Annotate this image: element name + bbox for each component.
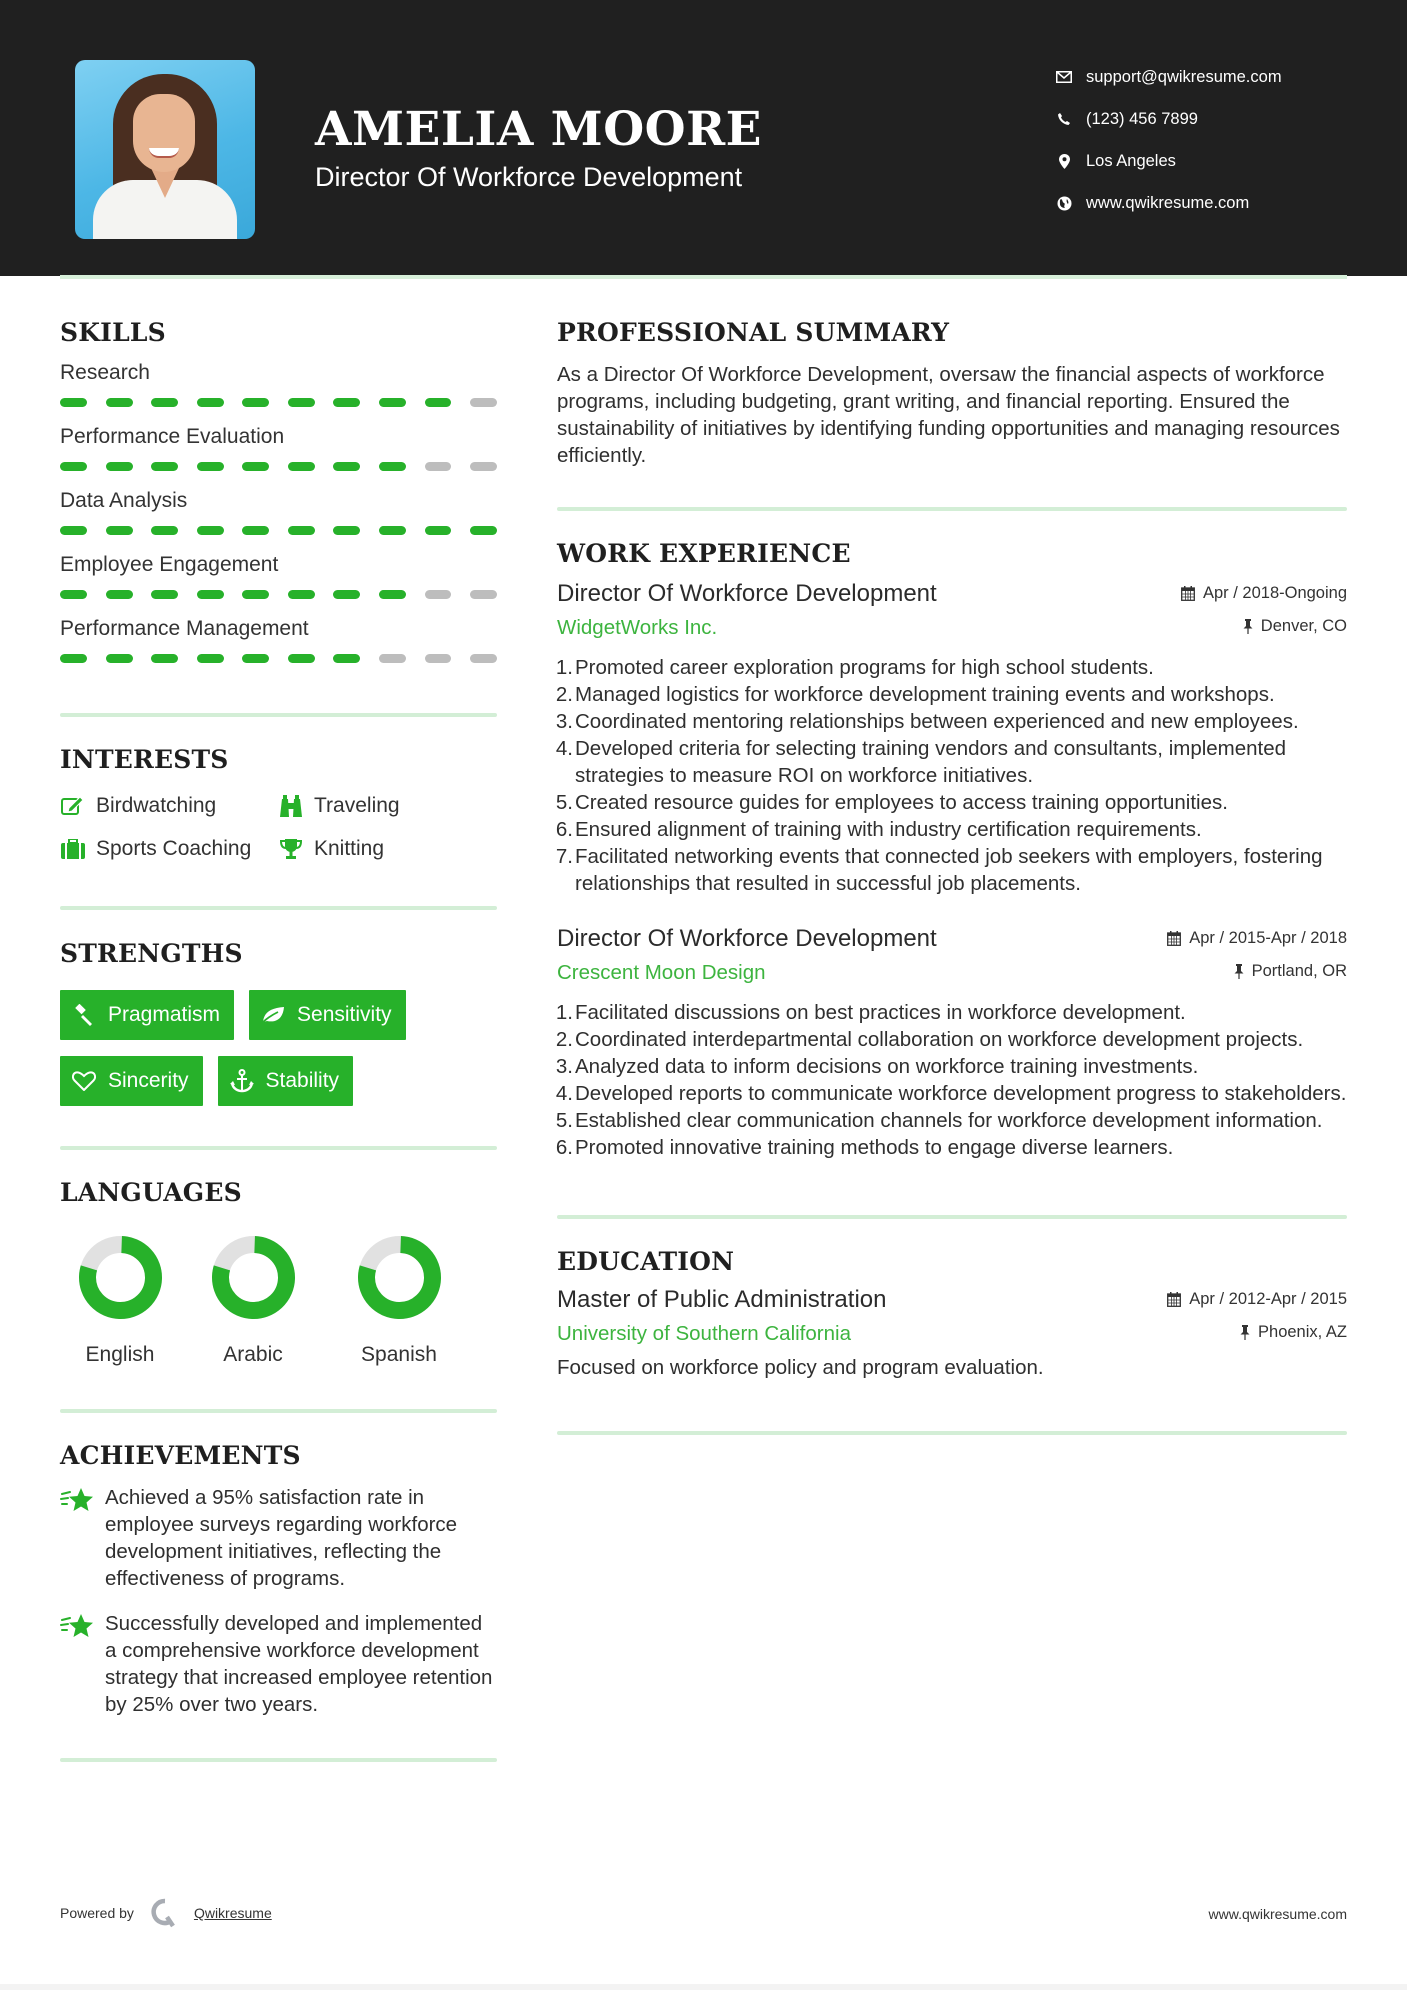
job-bullet: 6. Ensured alignment of training with industry certification requirements. [555, 818, 1202, 841]
shooting-star-icon [60, 1612, 96, 1642]
rating-segment [425, 462, 452, 471]
language-item [60, 1235, 180, 1367]
rating-segment [288, 590, 315, 599]
section-divider [60, 1146, 497, 1150]
rating-segment [151, 654, 178, 663]
map-pin-icon [1050, 154, 1078, 169]
rating-segment [470, 654, 497, 663]
binoculars-icon [278, 794, 304, 818]
calendar-icon [1167, 931, 1181, 946]
strength-chip: Stability [218, 1056, 354, 1106]
job-title: Director Of Workforce Development [557, 580, 937, 607]
language-label: English [85, 1343, 155, 1366]
rating-segment [197, 526, 224, 535]
contact-list [1050, 56, 1282, 224]
language-proficiency-donut [357, 1235, 442, 1320]
language-item [326, 1235, 472, 1367]
skill-rating-bar [60, 526, 497, 535]
interest-item: Sports Coaching [60, 837, 278, 861]
rating-segment [197, 654, 224, 663]
section-divider [60, 713, 497, 717]
language-item [180, 1235, 326, 1367]
contact-website[interactable]: www.qwikresume.com [1050, 182, 1282, 224]
skills-heading: SKILLS [60, 318, 166, 347]
rating-segment [242, 526, 269, 535]
job-location: Denver, CO [1243, 617, 1347, 636]
section-divider [557, 507, 1347, 511]
skill-label: Performance Management [60, 617, 309, 640]
rating-segment [425, 654, 452, 663]
rating-segment [197, 590, 224, 599]
powered-by-label: Powered by [60, 1905, 134, 1921]
education-section [557, 1247, 1347, 1381]
rating-segment [470, 590, 497, 599]
education-head [557, 1286, 1347, 1314]
rating-segment [288, 462, 315, 471]
degree-name: Master of Public Administration [557, 1286, 887, 1313]
job-sub [557, 961, 1347, 985]
rating-segment [151, 462, 178, 471]
job-bullet: 5. Created resource guides for employees to access training opportunities. [555, 791, 1228, 814]
job-bullet: 1. Facilitated discussions on best practices in workforce development. [555, 1001, 1186, 1024]
language-label: Arabic [223, 1343, 283, 1366]
candidate-name: AMELIA MOORE [315, 102, 762, 157]
job-sub [557, 616, 1347, 640]
education-dates: Apr / 2012-Apr / 2015 [1167, 1290, 1347, 1309]
rating-segment [106, 590, 133, 599]
anchor-icon [230, 1070, 254, 1092]
skills-section [60, 318, 497, 663]
interests-list [60, 794, 497, 861]
education-heading: EDUCATION [557, 1247, 735, 1276]
languages-section [60, 1178, 497, 1367]
rating-segment [60, 590, 87, 599]
achievement-text: Successfully developed and implemented a comprehensive workforce development strategy that increased employee retention by 25% over two years. [105, 1612, 493, 1716]
rating-segment [288, 654, 315, 663]
header-divider [60, 275, 1347, 279]
job-location: Portland, OR [1234, 962, 1347, 981]
section-divider [557, 1215, 1347, 1219]
right-column [557, 318, 1347, 1435]
section-divider [60, 906, 497, 910]
phone-icon [1050, 112, 1078, 126]
envelope-icon [1050, 71, 1078, 83]
heart-icon [72, 1070, 96, 1092]
job-bullets [557, 999, 1347, 1161]
company-name: WidgetWorks Inc. [557, 616, 718, 639]
rating-segment [60, 462, 87, 471]
strengths-list [60, 990, 480, 1106]
company-name: Crescent Moon Design [557, 961, 766, 984]
skill-rating-bar [60, 654, 497, 663]
rating-segment [151, 398, 178, 407]
section-divider [557, 1431, 1347, 1435]
rating-segment [425, 398, 452, 407]
rating-segment [151, 590, 178, 599]
interest-item: Knitting [278, 837, 478, 861]
rating-segment [151, 526, 178, 535]
strength-chip: Pragmatism [60, 990, 234, 1040]
education-location: Phoenix, AZ [1240, 1323, 1347, 1342]
rating-segment [333, 398, 360, 407]
rating-segment [333, 526, 360, 535]
job-head [557, 925, 1347, 953]
experience-heading: WORK EXPERIENCE [557, 539, 851, 568]
edit-icon [60, 794, 86, 818]
rating-segment [470, 398, 497, 407]
skill-label: Performance Evaluation [60, 425, 285, 448]
job-bullet: 4. Developed reports to communicate workforce development progress to stakeholders. [555, 1082, 1347, 1105]
footer-branding [60, 1898, 272, 1928]
interest-item: Traveling [278, 794, 478, 818]
rating-segment [379, 398, 406, 407]
skills-list [60, 361, 497, 663]
achievement-item [60, 1484, 497, 1592]
skill-rating-bar [60, 462, 497, 471]
rating-segment [379, 462, 406, 471]
pushpin-icon [1240, 1325, 1250, 1340]
language-proficiency-donut [78, 1235, 163, 1320]
summary-text: As a Director Of Workforce Development, oversaw the financial aspects of workforce programs, including budgeting, grant writing, and financial reporting. Ensured the sustainability of initiatives by identifying funding opportunities and managing resources efficiently. [557, 363, 1340, 467]
rating-segment [106, 654, 133, 663]
interest-item: Birdwatching [60, 794, 278, 818]
candidate-title: Director Of Workforce Development [315, 162, 743, 192]
globe-icon [1050, 196, 1078, 211]
briefcase-icon [60, 837, 86, 861]
skill-label: Data Analysis [60, 489, 188, 512]
job-bullet: 4. Developed criteria for selecting training vendors and consultants, implemented strategies to measure ROI on workforce initiatives. [555, 737, 1287, 787]
rating-segment [333, 654, 360, 663]
rating-segment [333, 462, 360, 471]
calendar-icon [1181, 586, 1195, 601]
job-bullets [557, 654, 1347, 897]
achievements-heading: ACHIEVEMENTS [60, 1441, 301, 1470]
rating-segment [197, 462, 224, 471]
skill-label: Research [60, 361, 150, 384]
qwikresume-link[interactable]: Qwikresume [193, 1905, 272, 1921]
leaf-icon [261, 1004, 285, 1026]
rating-segment [333, 590, 360, 599]
rating-segment [106, 526, 133, 535]
rating-segment [425, 590, 452, 599]
calendar-icon [1167, 1292, 1181, 1307]
rating-segment [379, 526, 406, 535]
contact-email[interactable]: support@qwikresume.com [1050, 56, 1282, 98]
achievements-section [60, 1441, 497, 1718]
rating-segment [288, 398, 315, 407]
qwikresume-logo-icon [150, 1898, 180, 1928]
rating-segment [60, 654, 87, 663]
summary-section [557, 318, 1347, 469]
page-bottom-edge [0, 1984, 1407, 1990]
job-bullet: 7. Facilitated networking events that connected job seekers with employers, fostering relationships that resulted in successful job placements. [555, 845, 1323, 895]
rating-segment [60, 398, 87, 407]
rating-segment [242, 462, 269, 471]
skill-label: Employee Engagement [60, 553, 279, 576]
strength-chip: Sensitivity [249, 990, 406, 1040]
job-dates: Apr / 2018-Ongoing [1181, 584, 1347, 603]
job-bullet: 3. Coordinated mentoring relationships between experienced and new employees. [555, 710, 1299, 733]
job-bullet: 6. Promoted innovative training methods to engage diverse learners. [555, 1136, 1174, 1159]
left-column [60, 318, 497, 1762]
job-bullet: 2. Managed logistics for workforce development training events and workshops. [555, 683, 1275, 706]
rating-segment [470, 526, 497, 535]
job-bullet: 2. Coordinated interdepartmental collaboration on workforce development projects. [555, 1028, 1304, 1051]
footer-website[interactable]: www.qwikresume.com [1208, 1906, 1347, 1922]
summary-heading: PROFESSIONAL SUMMARY [557, 318, 950, 347]
interests-section [60, 745, 497, 861]
languages-heading: LANGUAGES [60, 1178, 242, 1207]
experience-section [557, 539, 1347, 1161]
interests-heading: INTERESTS [60, 745, 229, 774]
job-dates: Apr / 2015-Apr / 2018 [1167, 929, 1347, 948]
rating-segment [242, 654, 269, 663]
education-sub [557, 1322, 1347, 1346]
strengths-section [60, 939, 497, 1106]
profile-photo [75, 60, 255, 239]
language-proficiency-donut [211, 1235, 296, 1320]
job-title: Director Of Workforce Development [557, 925, 937, 952]
rating-segment [288, 526, 315, 535]
rating-segment [379, 654, 406, 663]
job-entry [557, 580, 1347, 897]
contact-location: Los Angeles [1050, 140, 1282, 182]
job-bullet: 1. Promoted career exploration programs for high school students. [555, 656, 1154, 679]
education-description: Focused on workforce policy and program evaluation. [557, 1356, 1044, 1379]
pushpin-icon [1243, 619, 1253, 634]
school-name: University of Southern California [557, 1322, 851, 1345]
rating-segment [242, 590, 269, 599]
section-divider [60, 1758, 497, 1762]
job-entry [557, 925, 1347, 1161]
achievements-list [60, 1484, 497, 1718]
skill-rating-bar [60, 398, 497, 407]
languages-list [60, 1235, 497, 1367]
rating-segment [60, 526, 87, 535]
contact-phone[interactable]: (123) 456 7899 [1050, 98, 1282, 140]
achievement-text: Achieved a 95% satisfaction rate in employee surveys regarding workforce development initiatives, reflecting the effectiveness of programs. [105, 1486, 458, 1590]
rating-segment [242, 398, 269, 407]
pushpin-icon [1234, 964, 1244, 979]
strength-chip: Sincerity [60, 1056, 203, 1106]
skill-rating-bar [60, 590, 497, 599]
rating-segment [197, 398, 224, 407]
job-head [557, 580, 1347, 608]
achievement-item [60, 1610, 497, 1718]
rating-segment [425, 526, 452, 535]
resume-header [0, 0, 1407, 276]
job-bullet: 3. Analyzed data to inform decisions on workforce training investments. [555, 1055, 1199, 1078]
rating-segment [106, 462, 133, 471]
section-divider [60, 1409, 497, 1413]
rating-segment [379, 590, 406, 599]
jobs-list [557, 580, 1347, 1161]
gavel-icon [72, 1004, 96, 1026]
shooting-star-icon [60, 1486, 96, 1516]
job-bullet: 5. Established clear communication channels for workforce development information. [555, 1109, 1323, 1132]
strengths-heading: STRENGTHS [60, 939, 243, 968]
language-label: Spanish [361, 1343, 437, 1366]
trophy-icon [278, 837, 304, 861]
rating-segment [470, 462, 497, 471]
rating-segment [106, 398, 133, 407]
